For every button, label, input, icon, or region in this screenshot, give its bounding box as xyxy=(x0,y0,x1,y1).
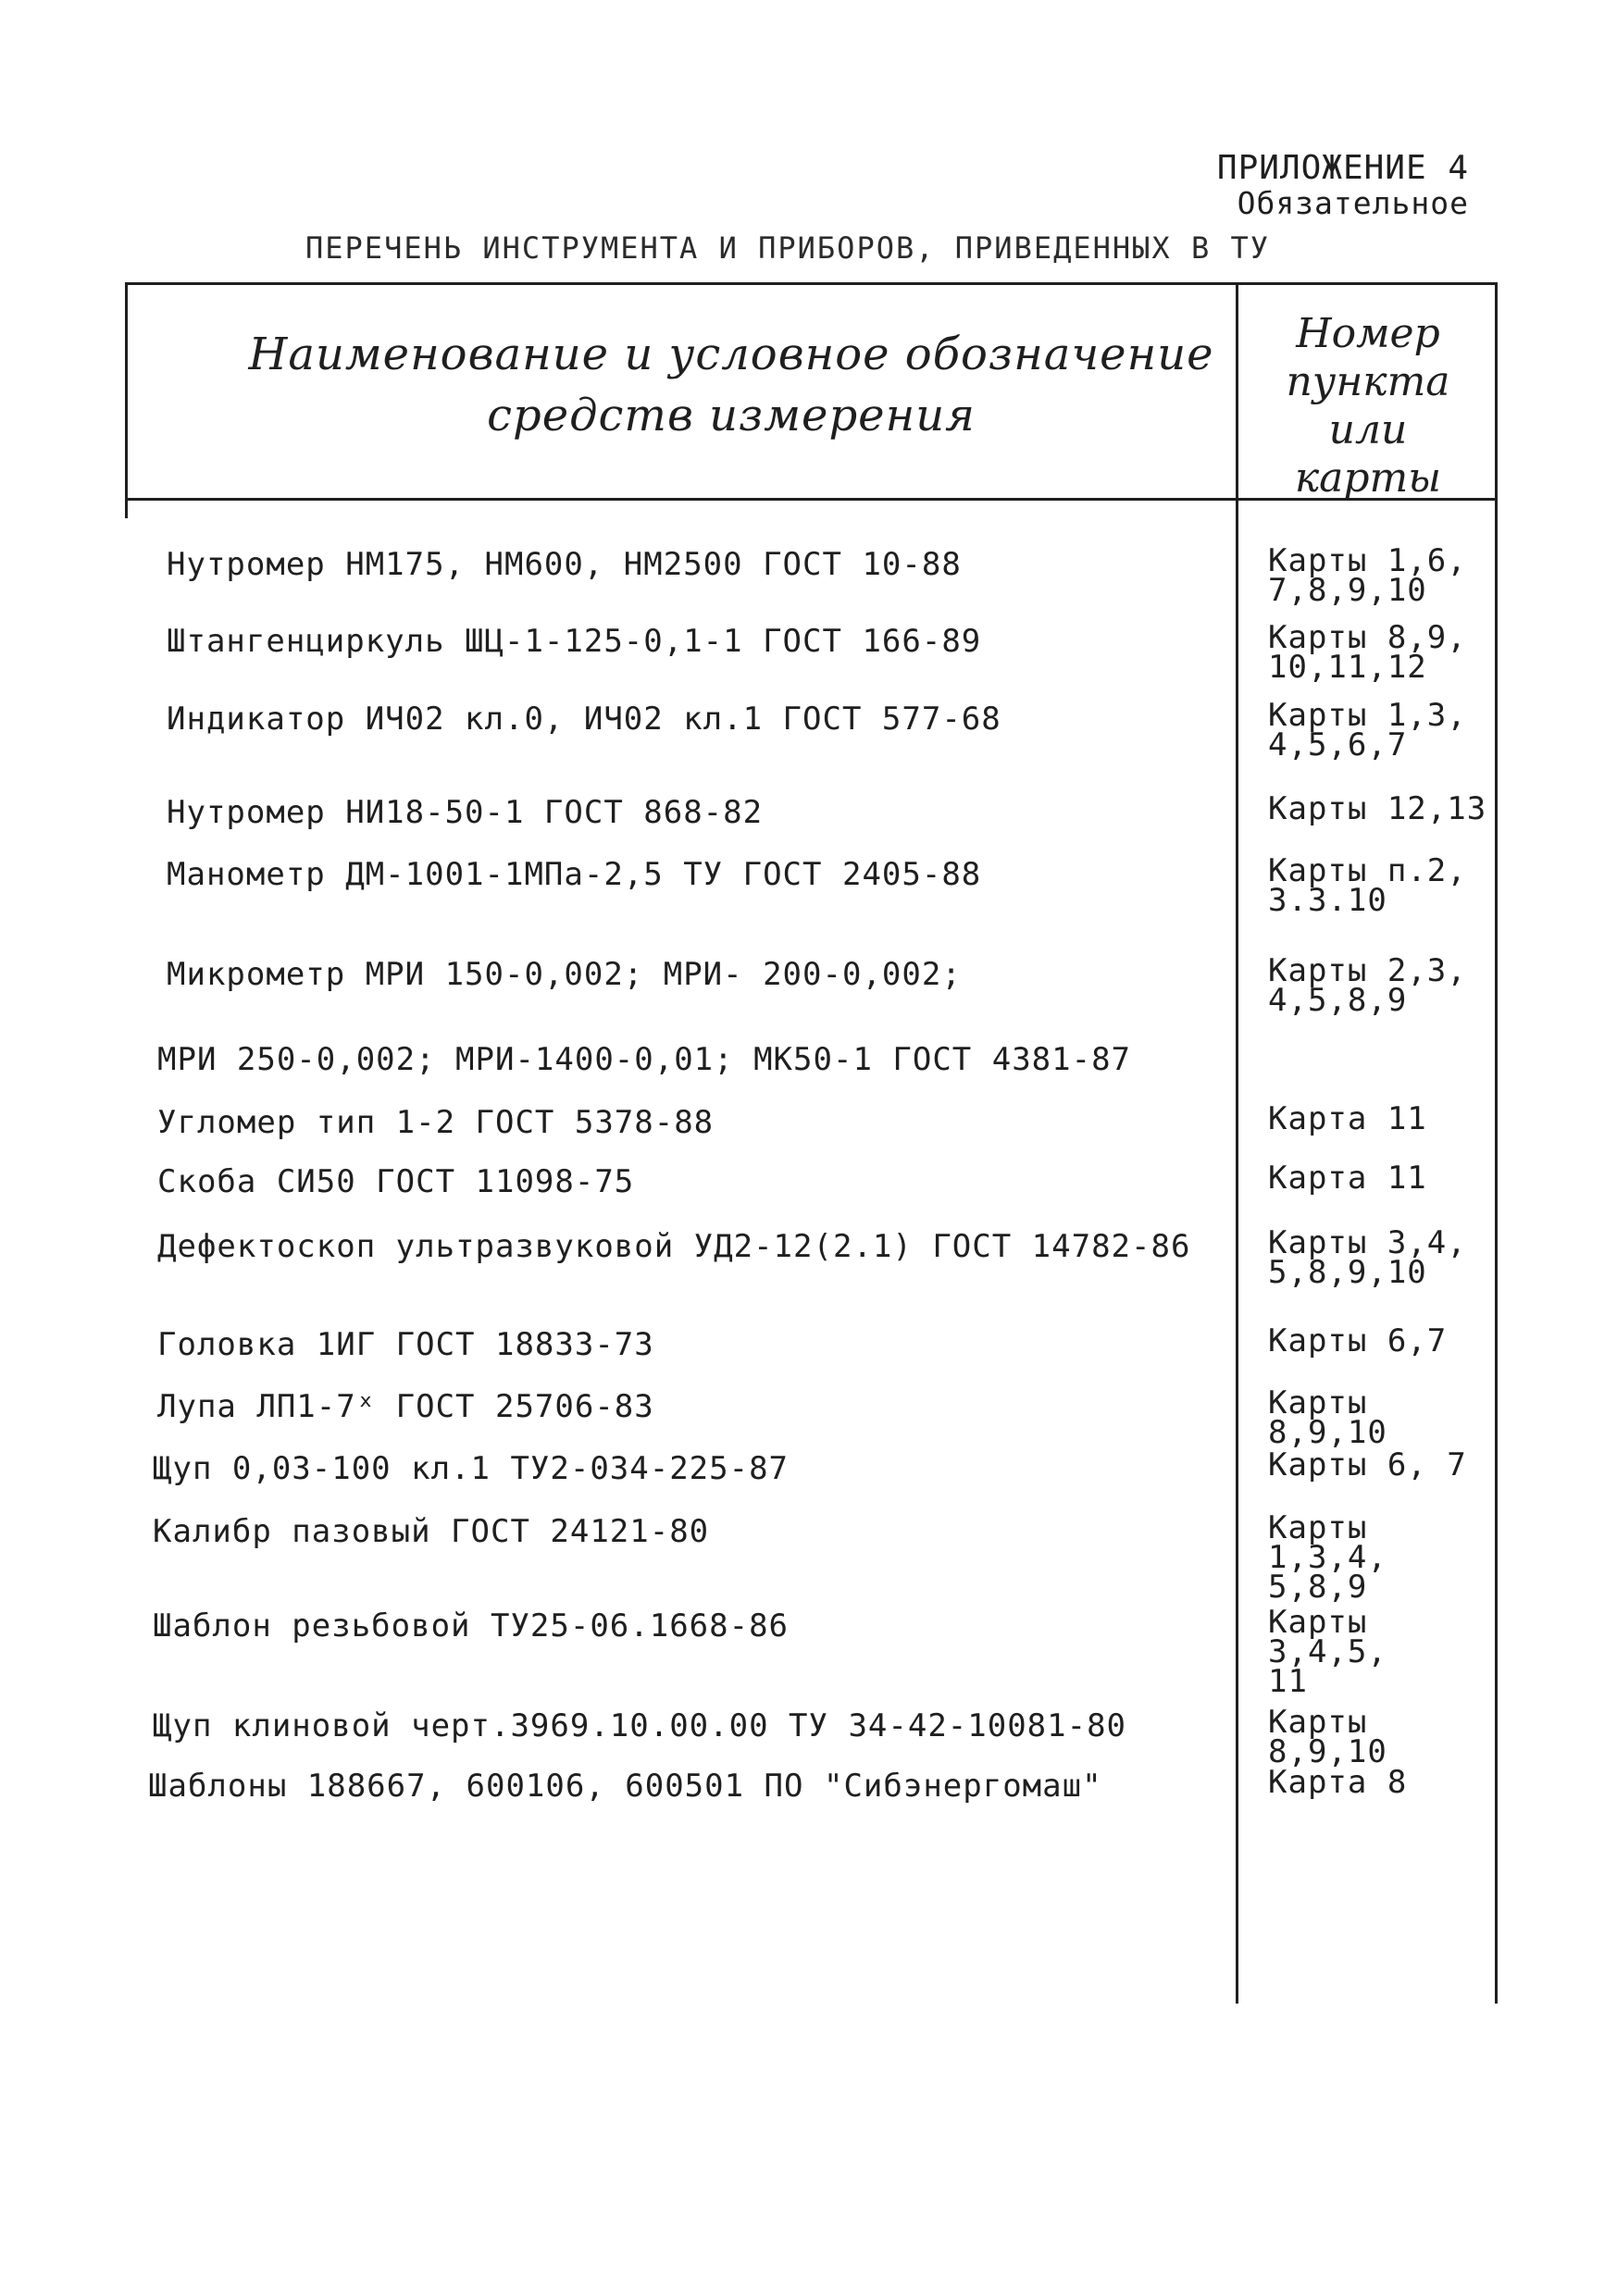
table-column-divider xyxy=(1236,282,1238,2004)
instrument-name: Шаблоны 188667, 600106, 600501 ПО "Сибэнергомаш" xyxy=(148,1768,1102,1805)
instrument-ref: Карты п.2, 3.3.10 xyxy=(1268,852,1467,919)
instrument-ref: Карты 8,9,10 xyxy=(1268,1704,1387,1770)
instrument-ref: Карта 11 xyxy=(1268,1160,1427,1197)
name-header-line2: средств измерения xyxy=(487,390,976,441)
instrument-name: Головка 1ИГ ГОСТ 18833-73 xyxy=(157,1326,654,1363)
ref-column-header xyxy=(1238,310,1498,503)
instrument-ref: Карты 6,7 xyxy=(1268,1322,1448,1359)
instrument-name: Шаблон резьбовой ТУ25-06.1668-86 xyxy=(153,1607,790,1644)
instrument-name: Штангенциркуль ШЦ-1-125-0,1-1 ГОСТ 166-89 xyxy=(167,623,982,660)
instrument-ref: Карты 8,9,10 xyxy=(1268,1384,1387,1451)
document-title: ПЕРЕЧЕНЬ ИНСТРУМЕНТА И ПРИБОРОВ, ПРИВЕДЕННЫХ В ТУ xyxy=(305,230,1271,266)
table-top-border xyxy=(125,282,1498,285)
instrument-table xyxy=(125,282,1499,2004)
instrument-name: Нутромер НМ175, НМ600, НМ2500 ГОСТ 10-88 xyxy=(167,546,962,583)
instrument-ref: Карта 8 xyxy=(1268,1764,1408,1801)
appendix-status: Обязательное xyxy=(1237,185,1469,221)
instrument-ref: Карты 2,3, 4,5,8,9 xyxy=(1268,952,1467,1019)
instrument-ref: Карты 3,4,5, 11 xyxy=(1268,1604,1387,1700)
instrument-ref: Карты 12,13 xyxy=(1268,790,1487,827)
ref-header-word: карты xyxy=(1294,454,1442,502)
instrument-ref: Карты 1,6, 7,8,9,10 xyxy=(1268,542,1467,609)
instrument-name: Дефектоскоп ультразвуковой УД2-12(2.1) ГОСТ 14782-86 xyxy=(157,1228,1191,1265)
appendix-label: ПРИЛОЖЕНИЕ 4 xyxy=(1216,149,1469,187)
instrument-name: Щуп клиновой черт.3969.10.00.00 ТУ 34-42-10081-80 xyxy=(153,1707,1127,1744)
instrument-name: Щуп 0,03-100 кл.1 ТУ2-034-225-87 xyxy=(153,1450,790,1487)
instrument-name: МРИ 250-0,002; МРИ-1400-0,01; МК50-1 ГОСТ 4381-87 xyxy=(157,1041,1132,1078)
instrument-name: Калибр пазовый ГОСТ 24121-80 xyxy=(153,1513,710,1550)
instrument-ref: Карта 11 xyxy=(1268,1100,1427,1137)
instrument-ref: Карты 8,9, 10,11,12 xyxy=(1268,619,1467,686)
instrument-name: Лупа ЛП1-7ˣ ГОСТ 25706-83 xyxy=(157,1388,654,1425)
instrument-name: Микрометр МРИ 150-0,002; МРИ- 200-0,002; xyxy=(167,956,962,993)
instrument-name: Нутромер НИ18-50-1 ГОСТ 868-82 xyxy=(167,794,764,831)
instrument-ref: Карты 3,4, 5,8,9,10 xyxy=(1268,1224,1467,1291)
instrument-name: Манометр ДМ-1001-1МПа-2,5 ТУ ГОСТ 2405-88 xyxy=(167,856,982,893)
table-right-border xyxy=(1495,282,1498,2004)
instrument-ref: Карты 1,3, 4,5,6,7 xyxy=(1268,697,1467,763)
ref-header-word: пункта xyxy=(1286,358,1450,405)
instrument-ref: Карты 1,3,4, 5,8,9 xyxy=(1268,1509,1387,1606)
instrument-name: Скоба СИ50 ГОСТ 11098-75 xyxy=(157,1163,635,1200)
name-column-header xyxy=(162,324,1300,446)
instrument-ref: Карты 6, 7 xyxy=(1268,1446,1467,1483)
ref-header-word: или xyxy=(1328,406,1408,453)
instrument-name: Угломер тип 1-2 ГОСТ 5378-88 xyxy=(157,1104,715,1141)
ref-header-word: Номер xyxy=(1296,310,1440,357)
instrument-name: Индикатор ИЧ02 кл.0, ИЧ02 кл.1 ГОСТ 577-68 xyxy=(167,701,1001,738)
name-header-line1: Наименование и условное обозначение xyxy=(248,329,1214,380)
table-left-border xyxy=(125,282,128,518)
